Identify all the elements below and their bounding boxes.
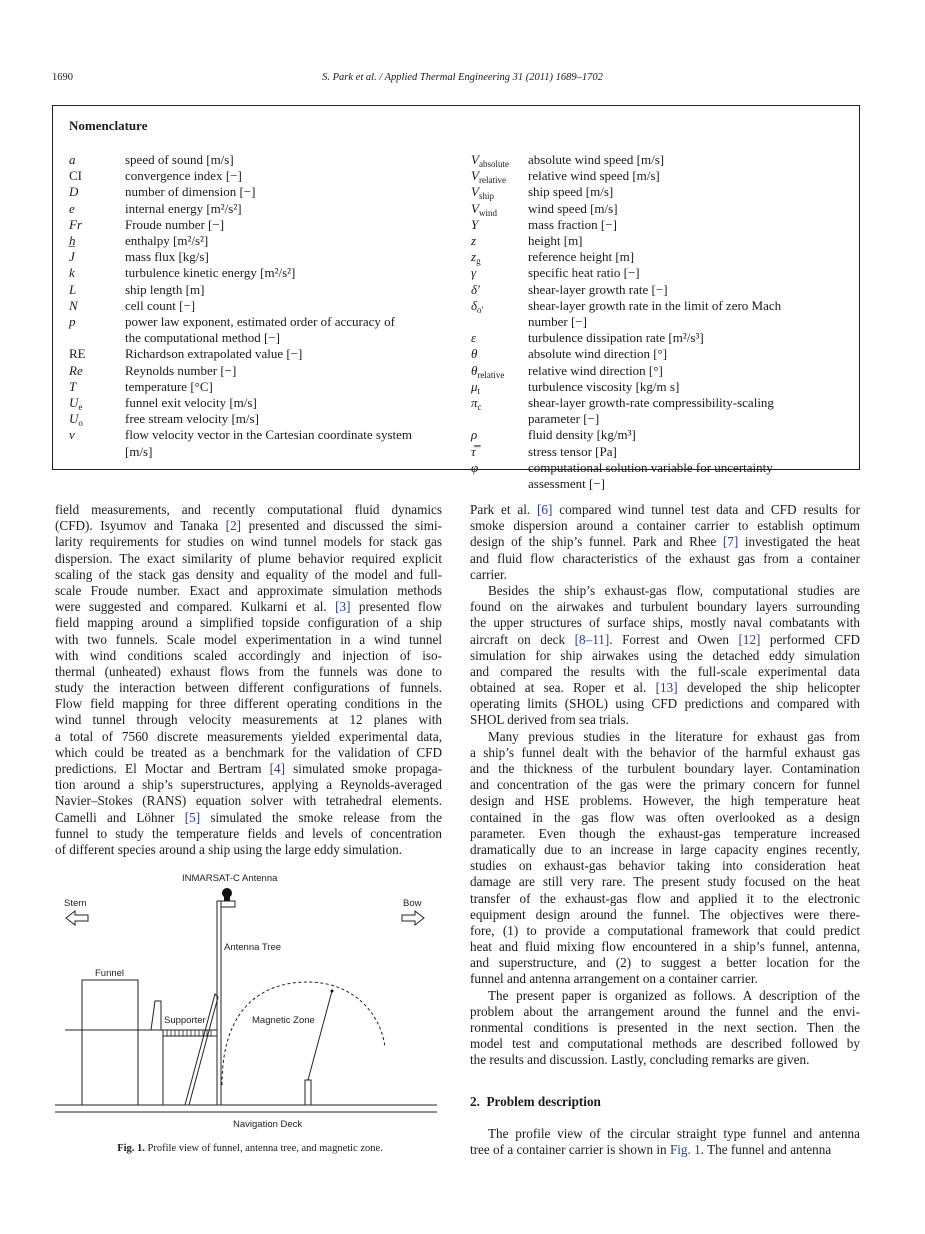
nomenclature-description: mass flux [kg/s] — [125, 249, 209, 265]
nomenclature-symbol: CI — [69, 168, 82, 184]
nomenclature-symbol: J⃗ — [69, 249, 85, 265]
text-line: ronmental conditions is presented in the next section. Then the — [470, 1020, 860, 1035]
nomenclature-description: turbulence dissipation rate [m²/s³] — [528, 330, 704, 346]
figure-caption — [55, 1143, 445, 1154]
nomenclature-description: enthalpy [m²/s²] — [125, 233, 209, 248]
nomenclature-symbol: $\pi_c$ — [471, 395, 482, 412]
text-line: dispersion. The exact similarity of plume behavior required explicit — [55, 550, 442, 566]
compass-post — [305, 1080, 311, 1105]
nomenclature-description: ship speed [m/s] — [528, 184, 614, 200]
nomenclature-description: shear-layer growth rate [−] — [528, 281, 668, 297]
nomenclature-description: mass fraction [−] — [528, 216, 617, 232]
nomenclature-symbol: Fr — [69, 216, 82, 232]
text-line: model test and computational methods are described followed by — [470, 1036, 860, 1052]
text-line: simulation for ship airwakes using the detached eddy simulation — [470, 647, 860, 663]
text-line: dramatically due to an increase in large capacity engines recently, — [470, 841, 860, 857]
nomenclature-symbol: ρ — [471, 427, 478, 443]
text-line: the results and discussion. Lastly, concluding remarks are given. — [470, 1052, 810, 1068]
nomenclature-symbol: p — [69, 314, 76, 329]
nomenclature-symbol: φ — [471, 459, 479, 475]
nomenclature-description: Froude number [−] — [125, 216, 225, 232]
text-line: design and HSE problems. However, the high temperature heat — [470, 793, 860, 809]
nomenclature-description: wind speed [m/s] — [528, 200, 618, 216]
nomenclature-symbol: Y — [471, 216, 479, 232]
nomenclature-description: absolute wind speed [m/s] — [528, 152, 665, 167]
label-navigation-deck: Navigation Deck — [233, 1119, 303, 1130]
nomenclature-title: Nomenclature — [69, 118, 148, 133]
nomenclature-symbol: $\delta_{o'}$ — [471, 297, 484, 315]
symbol-subscript: t — [477, 385, 481, 396]
text-line: carrier. — [470, 566, 507, 582]
nomenclature-description: turbulence kinetic energy [m²/s²] — [125, 265, 296, 281]
text-line: smoke dispersion around a container carrier to establish optimum — [470, 518, 860, 534]
nomenclature-symbol: $z_g$ — [471, 249, 481, 267]
nomenclature-description: absolute wind direction [°] — [528, 346, 668, 362]
text-line: found on the airwakes and turbulent boundary layers surrounding — [470, 599, 860, 615]
nomenclature-symbol: θ — [471, 346, 478, 362]
symbol-subscript: absolute — [478, 159, 509, 169]
nomenclature-description: convergence index [−] — [125, 168, 242, 184]
nomenclature-symbol: L — [69, 281, 77, 297]
text-line: tion around a ship’s superstructures, applying a Reynolds-averaged — [55, 777, 442, 793]
text-line: fore, (1) to provide a computational framework that could predict — [470, 922, 860, 938]
nomenclature-description: relative wind direction [°] — [528, 362, 663, 378]
text-line: study the interaction between different configurations of funnels. — [55, 680, 442, 696]
symbol-subscript: e — [78, 402, 83, 412]
running-header: S. Park et al. / Applied Thermal Engineering 31 (2011) 1689–1702 — [322, 72, 603, 83]
text-line: scale Froude number. Exact and approximate simulation methods — [55, 582, 442, 598]
text-line: which could be treated as a benchmark for the validation of CFD — [55, 744, 442, 760]
symbol-subscript: relative — [477, 369, 505, 380]
nomenclature-description: the computational method [−] — [125, 330, 280, 346]
right-column — [470, 502, 860, 1069]
text-line: Navier–Stokes (RANS) equation solver with tetrahedral elements. — [55, 793, 442, 809]
nomenclature-description: computational solution variable for uncertainty — [528, 459, 773, 475]
text-line: a total of 7560 discrete measurements yielded experimental data, — [55, 728, 442, 744]
nomenclature-symbol: ε — [471, 330, 477, 346]
nomenclature-symbol: γ — [471, 265, 477, 281]
text-line: with two funnels. Scale model experimentation in a wind tunnel — [55, 631, 442, 647]
section-body — [470, 1126, 860, 1158]
text-line: aircraft on deck [8–11]. Forrest and Owen [12] performed CFD — [470, 631, 860, 647]
bow-arrow-icon — [402, 911, 424, 925]
text-line: studies on exhaust-gas behavior taking into consideration heat — [470, 858, 860, 874]
nomenclature-symbol: δ′ — [471, 281, 480, 297]
text-line: larity requirements for studies on wind tunnel models for stack gas — [55, 534, 442, 550]
nomenclature-symbol: a — [69, 152, 76, 167]
nomenclature-description: stress tensor [Pa] — [528, 443, 617, 459]
text-line: Camelli and Löhner [5] simulated the smoke release from the — [55, 809, 442, 825]
nomenclature-description: reference height [m] — [528, 249, 635, 265]
text-line: The profile view of the circular straight type funnel and antenna — [488, 1126, 860, 1141]
citation-link[interactable]: [13] — [655, 680, 678, 696]
text-line: scaling of the stack gas density and equality of the model and full- — [55, 566, 442, 582]
text-line: and fluid flow characteristics of the exhaust gas from a container — [470, 550, 860, 566]
text-line: SHOL derived from sea trials. — [470, 712, 629, 728]
text-line: Besides the ship’s exhaust-gas flow, computational studies are — [488, 582, 860, 598]
symbol-subscript: ship — [478, 191, 494, 202]
nomenclature-description: ship length [m] — [125, 281, 205, 297]
nomenclature-description: specific heat ratio [−] — [528, 265, 640, 281]
magnetic-zone-arc — [222, 982, 385, 1085]
citation-link[interactable]: [6] — [537, 502, 553, 517]
nomenclature-symbol: Re — [69, 362, 83, 378]
text-line: with wind conditions scaled accordingly and injection of iso- — [55, 647, 442, 663]
label-antenna-tree: Antenna Tree — [224, 942, 282, 953]
nomenclature-symbol: $V_{absolute}$ — [471, 152, 509, 169]
label-stern: Stern — [64, 898, 87, 909]
nomenclature-description: speed of sound [m/s] — [125, 152, 234, 167]
nomenclature-description: power law exponent, estimated order of accuracy of — [125, 314, 395, 329]
text-line: design of the ship’s funnel. Park and Rhee [7] investigated the heat — [470, 534, 860, 550]
symbol-subscript: relative — [478, 175, 506, 186]
symbol-subscript: g — [476, 256, 481, 267]
text-line: funnel and antenna arrangement on a container carrier. — [470, 971, 758, 987]
citation-link[interactable]: Fig. 1 — [669, 1142, 701, 1158]
label-antenna: INMARSAT-C Antenna — [182, 873, 278, 884]
label-funnel: Funnel — [95, 968, 125, 979]
nomenclature-symbol: e — [69, 200, 75, 216]
nomenclature-description: shear-layer growth-rate compressibility-scaling — [528, 395, 774, 410]
nomenclature-description: shear-layer growth rate in the limit of zero Mach — [528, 297, 782, 313]
symbol-subscript: o′ — [477, 304, 484, 315]
nomenclature-description: flow velocity vector in the Cartesian coordinate system — [125, 427, 412, 443]
symbol-subscript: o — [78, 418, 83, 429]
text-line: contained in the gas flow was often overlooked as a design — [470, 809, 860, 825]
nomenclature-description: internal energy [m²/s²] — [125, 200, 242, 216]
nomenclature-description: number [−] — [528, 313, 587, 329]
label-supporter: Supporter — [164, 1015, 206, 1026]
nomenclature-box — [52, 105, 860, 491]
text-line: equipment design around the funnel. The objectives were there- — [470, 906, 860, 922]
nomenclature-description: Richardson extrapolated value [−] — [125, 346, 303, 362]
nomenclature-symbol: v⃗ — [69, 427, 85, 443]
text-line: thermal (unheated) exhaust flows from the funnels was done to — [55, 663, 442, 679]
caption-text: Profile view of funnel, antenna tree, and magnetic zone. — [147, 1143, 383, 1154]
nomenclature-description: turbulence viscosity [kg/m s] — [528, 378, 680, 394]
nomenclature-description: relative wind speed [m/s] — [528, 168, 660, 184]
text-line: Park et al. [6] compared wind tunnel test data and CFD results for — [470, 502, 861, 517]
nomenclature-description: cell count [−] — [125, 297, 196, 313]
text-line: heat and fluid mixing flow encountered in a ship’s funnel, antenna, — [470, 939, 860, 955]
text-line: tree of a container carrier is shown in Fig. 1. The funnel and antenna — [470, 1142, 832, 1158]
text-line: of different species around a ship using the large eddy simulation. — [55, 841, 403, 857]
figure-1-diagram — [55, 865, 445, 1140]
text-line: (CFD). Isyumov and Tanaka [2] presented and discussed the simi- — [55, 518, 443, 534]
nomenclature-symbol: $V_{ship}$ — [471, 184, 494, 202]
text-line: wind tunnel through velocity measurements at 12 planes with — [55, 712, 442, 728]
text-line: The present paper is organized as follows. A description of the — [488, 987, 860, 1003]
supporter-fin — [151, 1001, 161, 1030]
nomenclature-symbol: $V_{wind}$ — [471, 200, 497, 218]
nomenclature-description: [m/s] — [125, 443, 153, 459]
text-line: the upper structures of surface ships, mostly naval combatants with — [470, 615, 860, 631]
nomenclature-symbol: k — [69, 265, 75, 281]
text-line: field measurements, and recently computational fluid dynamics — [55, 502, 442, 517]
nomenclature-symbol: τ̿ — [471, 443, 476, 459]
nomenclature-symbol: $\mu_t$ — [471, 378, 481, 396]
caption-label: Fig. 1. — [117, 1143, 145, 1154]
text-line: field mapping around a simplified topside configuration of a ship — [55, 615, 442, 631]
nomenclature-symbol: N — [69, 297, 78, 313]
nomenclature-description: fluid density [kg/m³] — [528, 427, 636, 443]
antenna-mount — [221, 901, 235, 907]
stern-arrow-icon — [66, 911, 88, 925]
nomenclature-symbol: h̲ — [69, 233, 76, 248]
nomenclature-description: parameter [−] — [528, 411, 600, 427]
nomenclature-description: free stream velocity [m/s] — [125, 411, 259, 427]
funnel-shape — [82, 980, 138, 1105]
nomenclature-description: Reynolds number [−] — [125, 362, 237, 378]
nomenclature-symbol: $U_o$ — [69, 411, 83, 429]
text-line: Flow field mapping for three different operating conditions in the — [55, 696, 442, 712]
nomenclature-symbol: T — [69, 378, 77, 394]
nomenclature-description: assessment [−] — [528, 475, 606, 491]
text-line: problem about the arrangement around the funnel and the envi- — [470, 1003, 860, 1019]
nomenclature-description: number of dimension [−] — [125, 184, 256, 200]
citation-link[interactable]: [5] — [184, 809, 201, 825]
symbol-subscript: wind — [478, 207, 497, 218]
citation-link[interactable]: [2] — [225, 518, 242, 534]
label-magnetic-zone: Magnetic Zone — [252, 1015, 315, 1026]
citation-link[interactable]: [8–11] — [574, 631, 610, 647]
text-line: and concentration of the gas were the primary concern for funnel — [470, 777, 860, 793]
nomenclature-symbol: $V_{relative}$ — [471, 168, 506, 186]
zone-radius-line — [308, 991, 332, 1080]
diagonal-strut — [185, 994, 218, 1105]
text-line: transfer of the exhaust-gas flow and applied it to the electronic — [470, 890, 860, 906]
page-number: 1690 — [52, 72, 73, 83]
text-line: damage are still very rare. The present study focused on the heat — [470, 874, 860, 890]
text-line: and compared the results with the full-scale experimental data — [470, 663, 860, 679]
nomenclature-symbol: $\theta_{relative}$ — [471, 362, 505, 380]
text-line: funnel to study the temperature fields and levels of concentration — [55, 825, 442, 841]
nomenclature-symbol: $U_e$ — [69, 395, 83, 412]
antenna-tree — [217, 901, 221, 1105]
citation-link[interactable]: [12] — [738, 631, 761, 647]
text-line: and the thickness of the turbulent boundary layer. Contamination — [470, 761, 860, 776]
text-line: parameter. Even though the exhaust-gas temperature increased — [470, 825, 860, 841]
label-bow: Bow — [403, 898, 422, 909]
text-line: a ship’s funnel dealt with the behavior of the harmful exhaust gas — [470, 744, 860, 760]
left-column — [55, 502, 442, 858]
nomenclature-symbol: RE — [69, 346, 86, 362]
nomenclature-description: funnel exit velocity [m/s] — [125, 395, 257, 410]
citation-link[interactable]: [3] — [335, 599, 351, 615]
nomenclature-description: temperature [°C] — [125, 378, 213, 394]
citation-link[interactable]: [4] — [269, 761, 286, 776]
section-heading: 2. Problem description — [470, 1094, 601, 1109]
text-line: and superstructure, and (2) to suggest a better location for the — [470, 955, 860, 971]
text-line: Many previous studies in the literature for exhaust gas from — [488, 728, 860, 744]
nomenclature-description: height [m] — [528, 233, 583, 248]
nomenclature-symbol: z — [471, 233, 477, 248]
symbol-subscript: c — [477, 402, 482, 412]
nomenclature-symbol: D — [69, 184, 79, 200]
text-line: obtained at sea. Roper et al. [13] developed the ship helicopter — [470, 680, 861, 696]
citation-link[interactable]: [7] — [722, 534, 739, 550]
text-line: were suggested and compared. Kulkarni et al. [3] presented flow — [55, 599, 442, 615]
text-line: predictions. El Moctar and Bertram [4] simulated smoke propaga- — [55, 761, 442, 776]
text-line: operating limits (SHOL) using CFD predictions and compared with — [470, 696, 860, 712]
